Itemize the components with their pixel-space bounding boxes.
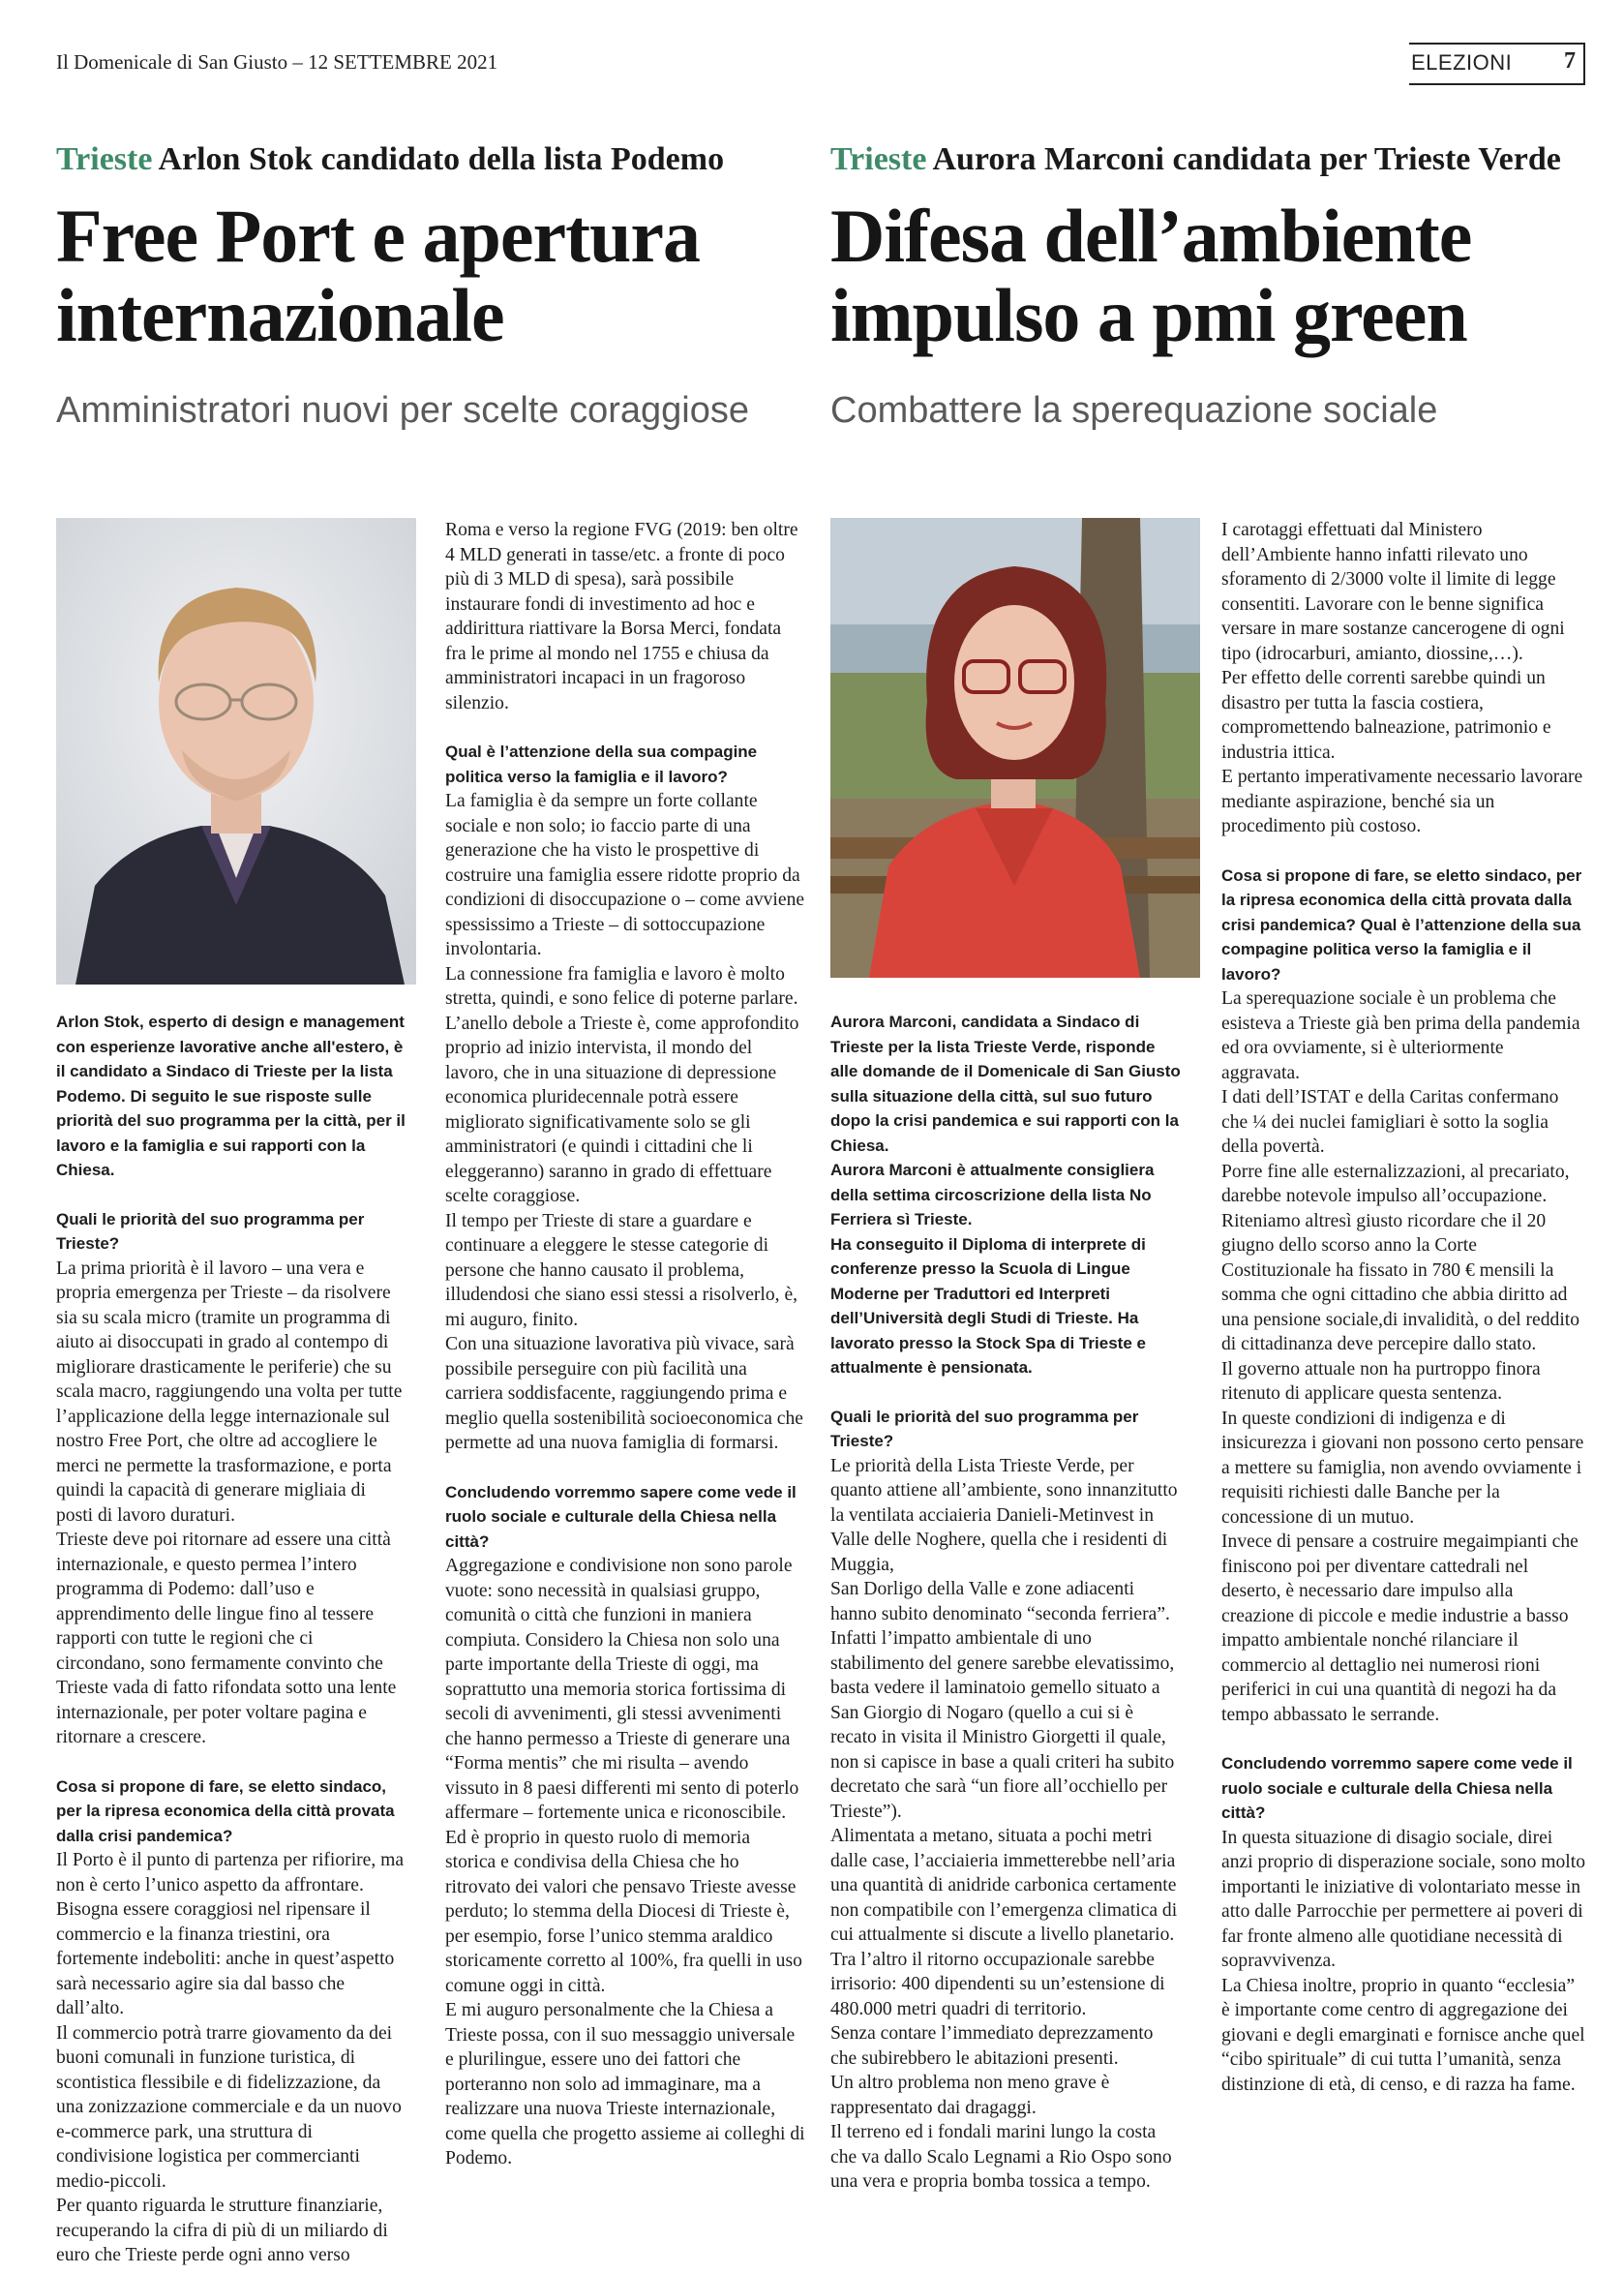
portrait-illustration (56, 518, 416, 985)
portrait-aurora-marconi (830, 518, 1200, 978)
interview-question: Quali le priorità del suo programma per Trieste? (56, 1209, 365, 1253)
kicker (830, 140, 1595, 179)
body-paragraph: Il commercio potrà trarre giovamento da dei buoni comunali in funzione turistica, di scontistica flessibile e di fidelizzazione, da una zonizzazione commerciale e da un nuovo e-commerce park, una struttura di condivisione logistica per commercianti medio-piccoli. (56, 2022, 402, 2192)
body-paragraph: Le priorità della Lista Trieste Verde, per quanto attiene all’ambiente, sono innanzitutto la ventilata acciaieria Danieli-Metinvest in Valle delle Noghere, quella che i residenti di Muggia, (830, 1455, 1178, 1575)
body-paragraph: La connessione fra famiglia e lavoro è molto stretta, quindi, e sono felice di poterne parlare. (445, 963, 798, 1009)
kicker-city: Trieste (56, 141, 153, 177)
kicker-text: Aurora Marconi candidata per Trieste Verde (932, 141, 1561, 177)
kicker (56, 140, 792, 179)
body-paragraph: Invece di pensare a costruire megaimpianti che finiscono poi per diventare cattedrali nel deserto, è necessario dare impulso alla creazione di piccole e medie industrie a basso impatto ambientale nonché rilanciare il commercio al dettaglio nei numerosi rioni periferici in cui una quantità di negozi ha da tempo abbassato le serrande. (1221, 1531, 1579, 1725)
body-paragraph: I carotaggi effettuati dal Ministero dell’Ambiente hanno infatti rilevato uno sforamento di 2/3000 volte il limite di legge consentiti. Lavorare con le benne significa versare in mare sostanze cancerogene di ogni tipo (idrocarburi, amianto, diossine,…). (1221, 520, 1565, 664)
intro-paragraph: Arlon Stok, esperto di design e management con esperienze lavorative anche all'estero, è il candidato a Sindaco di Trieste per la lista Podemo. Di seguito le sue risposte sulle priorità del suo programma per la città, per il lavoro e la famiglia e sui rapporti con la Chiesa. (56, 1013, 406, 1179)
body-paragraph: La Chiesa inoltre, proprio in quanto “ecclesia” è importante come centro di aggregazione dei giovani e degli emarginati e fornisce anche quel “cibo spirituale” di cui tutta l’umanità, senza distinzione di età, di censo, e di razza ha fame. (1221, 1975, 1585, 2095)
body-paragraph: Aggregazione e condivisione non sono parole vuote: sono necessità in qualsiasi gruppo, comunità o città che funzioni in maniera compiuta. Considero la Chiesa non solo una parte importante della Trieste di oggi, ma soprattutto una memoria storica fortissima di secoli di avvenimenti, gli stessi avvenimenti che hanno permesso a Trieste di generare una “Forma mentis” che mi risulta – avendo vissuto in 8 paesi differenti mi sento di poterlo affermare – fortemente unica e riconoscibile. (445, 1556, 799, 1823)
body-paragraph: Il governo attuale non ha purtroppo finora ritenuto di applicare questa sentenza. (1221, 1358, 1541, 1404)
headline: Free Port e apertura internazionale (56, 194, 701, 357)
body-paragraph: E pertanto imperativamente necessario lavorare mediante aspirazione, benché sia un procedimento più costoso. (1221, 767, 1583, 836)
body-paragraph: Il Porto è il punto di partenza per rifiorire, ma non è certo l’unico aspetto da affrontare. (56, 1850, 405, 1895)
interview-question: Concludendo vorremmo sapere come vede il ruolo sociale e culturale della Chiesa nella città? (1221, 1754, 1573, 1822)
body-paragraph: La prima priorità è il lavoro – una vera e propria emergenza per Trieste – da risolvere sia su scala micro (tramite un programma di aiuto ai disoccupati in grado al contempo di migliorare drasticamente le periferie) che su scala macro, raggiungendo una volta per tutte l’applicazione della legge internazionale sul nostro Free Port, che oltre ad accogliere le merci ne permette la trasformazione, e porta quindi la capacità di generare migliaia di posti di lavoro duraturi. (56, 1258, 403, 1526)
body-paragraph: Con una situazione lavorativa più vivace, sarà possibile perseguire con più facilità una carriera soddisfacente, raggiungendo prima e meglio quella sostenibilità socioeconomica che permette ad una nuova famiglia di formarsi. (445, 1334, 803, 1453)
text-column-2 (445, 518, 805, 2171)
headline: Difesa dell’ambiente impulso a pmi green (830, 194, 1472, 357)
interview-question: Quali le priorità del suo programma per Trieste? (830, 1407, 1139, 1450)
body-paragraph: Ed è proprio in questo ruolo di memoria storica e condivisa della Chiesa che ho ritrovato dei valori che pensavo Trieste avesse perduto; lo stemma della Diocesi di Trieste è, per esempio, forse l’unico stemma araldico storicamente corretto al 100%, fra quelli in uso comune oggi in città. (445, 1827, 802, 1996)
body-paragraph: Senza contare l’immediato deprezzamento che subirebbero le abitazioni presenti. (830, 2023, 1154, 2069)
body-paragraph: La famiglia è da sempre un forte collante sociale e non solo; io faccio parte di una generazione che ha visto le prospettive di costruire una famiglia essere ridotte proprio da condizioni di disoccupazione o – come avviene spessissimo a Trieste – di sottoccupazione involontaria. (445, 791, 805, 959)
page-number: 7 (1564, 48, 1576, 74)
newspaper-dateline: Il Domenicale di San Giusto – 12 SETTEMBRE 2021 (56, 50, 498, 74)
body-paragraph: Porre fine alle esternalizzazioni, al precariato, darebbe notevole impulso all’occupazione. (1221, 1161, 1570, 1206)
body-paragraph: Roma e verso la regione FVG (2019: ben oltre 4 MLD generati in tasse/etc. a fronte di poco più di 3 MLD di spesa), sarà possibile instaurare fondi di investimento ad hoc e addirittura riattivare la Borsa Merci, fondata fra le prime al mondo nel 1755 e chiusa da amministratori incapaci in un fragoroso silenzio. (445, 520, 798, 713)
subhead: Amministratori nuovi per scelte coraggiose (56, 390, 749, 431)
body-paragraph: Bisogna essere coraggiosi nel ripensare il commercio e la finanza triestini, ora fortemente indeboliti: anche in quest’aspetto sarà necessario agire sia dal basso che dall’alto. (56, 1899, 395, 2018)
body-paragraph: In questa situazione di disagio sociale, direi anzi proprio di disperazione sociale, sono molto importanti le iniziative di volontariato messe in atto dalle Parrocchie per permettere ai poveri di far fronte almeno alle quotidiane necessità di sopravvivenza. (1221, 1827, 1585, 1971)
intro-paragraph: Aurora Marconi, candidata a Sindaco di Trieste per la lista Trieste Verde, risponde alle domande de il Domenicale di San Giusto sulla situazione della città, sul suo futuro dopo la crisi pandemica e sui rapporti con la Chiesa. (830, 1013, 1181, 1155)
body-paragraph: Il terreno ed i fondali marini lungo la costa che va dallo Scalo Legnami a Rio Ospo sono una vera e propria bomba tossica a tempo. (830, 2122, 1172, 2192)
page-header (56, 43, 1583, 89)
intro-paragraph: Ha conseguito il Diploma di interprete di conferenze presso la Scuola di Lingue Moderne per Traduttori ed Interpreti dell’Università degli Studi di Trieste. Ha lavorato presso la Stock Spa di Trieste e attualmente è pensionata. (830, 1234, 1146, 1377)
body-paragraph: Il tempo per Trieste di stare a guardare e continuare a eleggere le stesse categorie di persone che hanno causato il problema, illudendosi che siano essi stessi a risolverlo, è, mi auguro, finito. (445, 1210, 798, 1330)
body-paragraph: I dati dell’ISTAT e della Caritas confermano che ¼ dei nuclei famigliari è sotto la soglia della povertà. (1221, 1087, 1559, 1157)
body-paragraph: Per quanto riguarda le strutture finanziarie, recuperando la cifra di più di un miliardo di euro che Trieste perde ogni anno verso (56, 2196, 388, 2265)
text-column-1 (56, 1010, 406, 2268)
portrait-arlon-stok (56, 518, 416, 985)
body-paragraph: L’anello debole a Trieste è, come approfondito proprio ad inizio intervista, il mondo del lavoro, che in una situazione di depressione economica pluridecennale potrà essere migliorato significativamente solo se gli amministratori (e quindi i cittadini che li eleggeranno) saranno in grado di effettuare scelte coraggiose. (445, 1013, 799, 1206)
section-label: ELEZIONI (1411, 50, 1513, 75)
kicker-text: Arlon Stok candidato della lista Podemo (158, 141, 725, 177)
interview-question: Cosa si propone di fare, se eletto sindaco, per la ripresa economica della città provata dalla crisi pandemica? (56, 1776, 395, 1845)
body-paragraph: Alimentata a metano, situata a pochi metri dalle case, l’acciaieria immetterebbe nell’aria una quantità di anidride carbonica certamente non compatibile con l’emergenza climatica di cui attualmente si discute a livello planetario. (830, 1826, 1178, 1945)
body-paragraph: San Dorligo della Valle e zone adiacenti hanno subito denominato “seconda ferriera”. Infatti l’impatto ambientale di uno stabilimento del genere sarebbe elevatissimo, basta vedere il laminatoio gemello situato a San Giorgio di Nogaro (quello a cui si è recato in visita il Ministro Giorgetti il quale, non si capisce in base a quali criteri ha subito decretato che sarà “un fiore all’occhiello per Trieste”). (830, 1579, 1175, 1822)
intro-paragraph: Aurora Marconi è attualmente consigliera della settima circoscrizione della lista No Ferriera sì Trieste. (830, 1161, 1155, 1228)
body-paragraph: Riteniamo altresì giusto ricordare che il 20 giugno dello scorso anno la Corte Costituzionale ha fissato in 780 € mensili la somma che ogni cittadino che abbia diritto ad una pensione sociale,di invalidità, o del reddito di cittadinanza deve percepire dallo stato. (1221, 1210, 1580, 1354)
subhead: Combattere la sperequazione sociale (830, 390, 1438, 431)
body-paragraph: Per effetto delle correnti sarebbe quindi un disastro per tutta la fascia costiera, compromettendo balneazione, patrimonio e industria ittica. (1221, 668, 1551, 763)
body-paragraph: In queste condizioni di indigenza e di insicurezza i giovani non possono certo pensare a mettere su famiglia, non avendo ovviamente i requisiti richiesti dalle Banche per la concessione di un mutuo. (1221, 1408, 1584, 1528)
body-paragraph: Tra l’altro il ritorno occupazionale sarebbe irrisorio: 400 dipendenti su un’estensione di 480.000 metri quadri di territorio. (830, 1949, 1165, 2019)
interview-question: Cosa si propone di fare, se eletto sindaco, per la ripresa economica della città provata dalla crisi pandemica? Qual è l’attenzione della sua compagine politica verso la famiglia e il lavoro? (1221, 865, 1582, 984)
text-column-4 (1221, 518, 1585, 2097)
article-stok-heading (56, 140, 792, 432)
interview-question: Qual è l’attenzione della sua compagine politica verso la famiglia e il lavoro? (445, 743, 758, 786)
text-column-3 (830, 1010, 1181, 2195)
interview-question: Concludendo vorremmo sapere come vede il ruolo sociale e culturale della Chiesa nella città? (445, 1482, 797, 1551)
body-paragraph: La sperequazione sociale è un problema che esisteva a Trieste già ben prima della pandemia ed ora ovviamente, si è ulteriormente aggravata. (1221, 988, 1580, 1083)
kicker-city: Trieste (830, 141, 927, 177)
body-paragraph: Trieste deve poi ritornare ad essere una città internazionale, e questo permea l’intero programma di Podemo: dall’uso e apprendimento delle lingue fino al tessere rapporti con tutte le regioni che ci circondano, sono fermamente convinto che Trieste vada di fatto rifondata sotto una lente internazionale, per poter voltare pagina e ritornare a crescere. (56, 1530, 397, 1747)
body-paragraph: Un altro problema non meno grave è rappresentato dai dragaggi. (830, 2073, 1110, 2118)
body-paragraph: E mi auguro personalmente che la Chiesa a Trieste possa, con il suo messaggio universale e plurilingue, essere uno dei fattori che porteranno non solo ad immaginare, ma a realizzare una nuova Trieste internazionale, come quella che progetto assieme ai colleghi di Podemo. (445, 2000, 805, 2168)
portrait-illustration (830, 518, 1200, 978)
article-marconi-heading (830, 140, 1595, 432)
